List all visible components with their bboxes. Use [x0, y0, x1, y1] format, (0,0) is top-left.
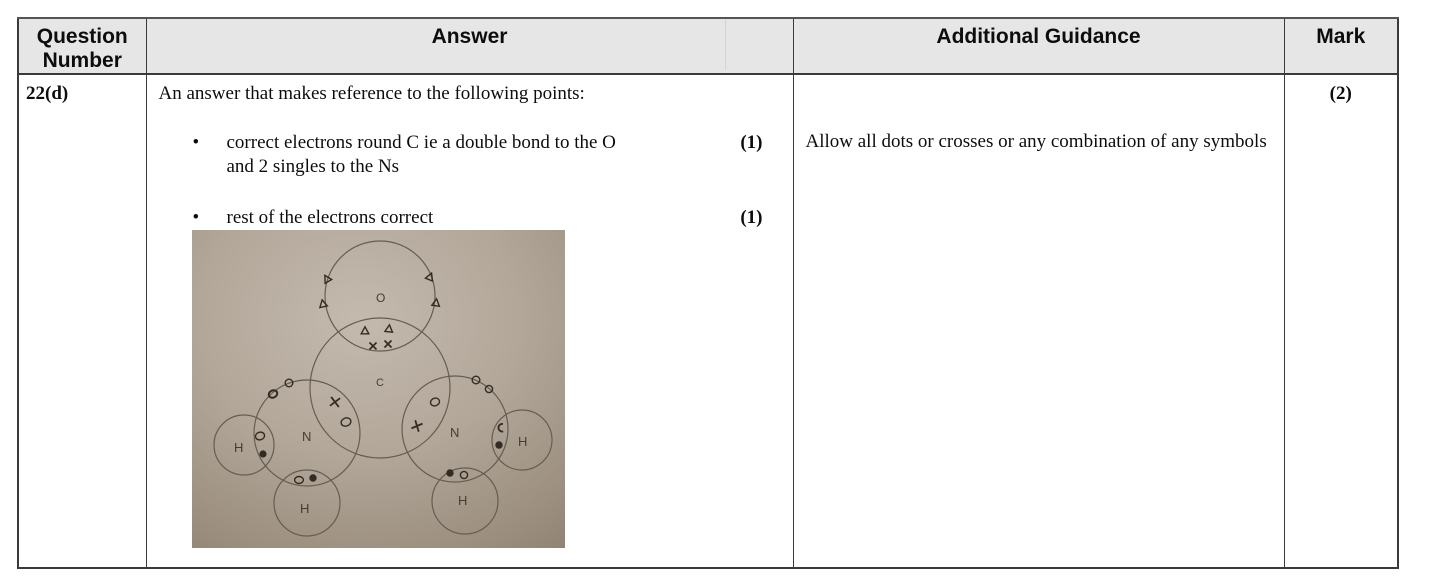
bullet-1-line-2: and 2 singles to the Ns — [226, 156, 400, 177]
header-mark: Mark — [1284, 18, 1398, 74]
atom-label-nitrogen-left: N — [301, 429, 311, 444]
bullet-1-mark: (1) — [740, 132, 763, 153]
electron-dot-icon — [260, 451, 266, 457]
bullet-2-line-1: rest of the electrons correct — [226, 207, 434, 228]
electron-dot-icon — [310, 475, 316, 481]
header-answer: Answer — [146, 18, 793, 74]
atom-label-oxygen: O — [375, 291, 385, 305]
answer-bullet-1 — [193, 131, 763, 179]
header-additional-guidance: Additional Guidance — [793, 18, 1284, 74]
bullet-icon: • — [192, 132, 200, 153]
header-row — [18, 18, 1398, 74]
mark-value: (2) — [1329, 83, 1352, 104]
table-row — [18, 74, 1398, 568]
additional-guidance-text: Allow all dots or crosses or any combination of any symbols — [805, 131, 1267, 152]
dot-and-cross-diagram-photo — [192, 230, 565, 548]
mark-cell — [1284, 74, 1398, 568]
bullet-2-text — [227, 206, 741, 230]
electron-dot-icon — [447, 470, 453, 476]
atom-label-hydrogen-bottom-left: H — [299, 501, 309, 516]
additional-guidance-cell — [793, 74, 1284, 568]
answer-bullet-2 — [193, 206, 763, 230]
header-question-number: Question Number — [18, 18, 146, 74]
question-number: 22(d) — [26, 83, 69, 104]
atom-label-hydrogen-bottom-right: H — [457, 493, 467, 508]
question-number-cell — [18, 74, 146, 568]
atom-label-hydrogen-right: H — [517, 434, 527, 449]
atom-label-carbon: C — [375, 377, 384, 389]
answer-cell — [146, 74, 793, 568]
mark-scheme-table — [17, 17, 1399, 569]
atom-label-nitrogen-right: N — [449, 425, 459, 440]
photo-paper-background — [192, 230, 565, 548]
bullet-1-text — [227, 131, 741, 179]
electron-dot-icon — [496, 442, 502, 448]
bullet-2-mark: (1) — [740, 207, 763, 228]
answer-intro: An answer that makes reference to the following points: — [158, 83, 585, 104]
bullet-1-line-1: correct electrons round C ie a double bond to the O — [226, 132, 616, 153]
bullet-icon: • — [192, 207, 200, 228]
header-faint-divider — [725, 19, 726, 70]
atom-label-hydrogen-left: H — [233, 440, 243, 455]
